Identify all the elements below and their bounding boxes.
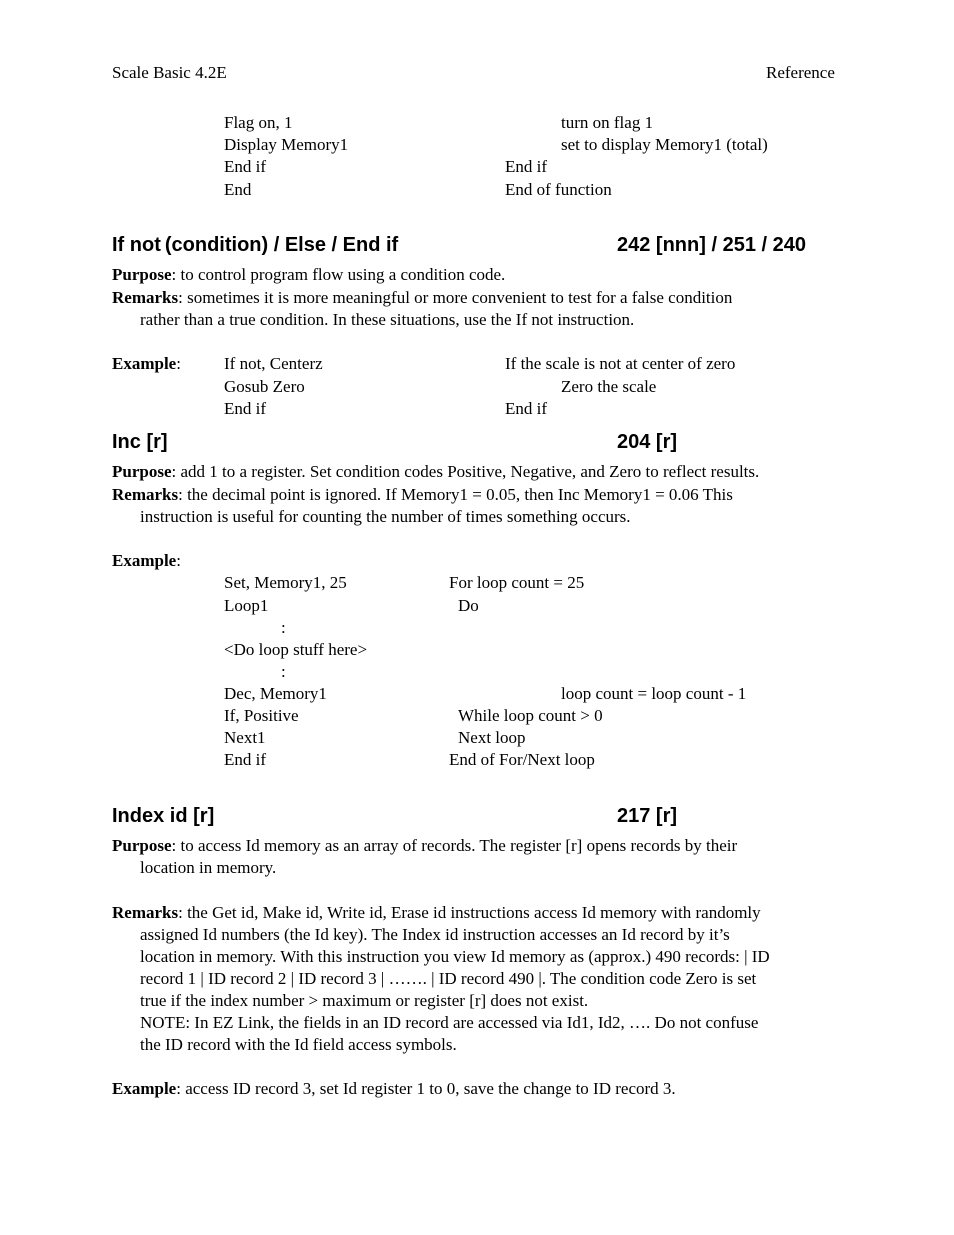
code-line: If not, Centerz: [224, 354, 323, 373]
remarks-ifnot-line2: rather than a true condition. In these situations, use the If not instruction.: [140, 310, 635, 329]
purpose-indexid-line2: location in memory.: [140, 858, 277, 877]
code-line: Gosub Zero: [224, 377, 305, 396]
code-line: End if: [224, 750, 267, 769]
code-line: End if: [224, 399, 267, 418]
remarks-inc: Remarks: the decimal point is ignored. If Memory1 = 0.05, then Inc Memory1 = 0.06 This: [112, 485, 733, 504]
example-label-ifnot: Example:: [112, 354, 181, 373]
opcode-inc: 204 [r]: [617, 431, 678, 453]
remarks-indexid: Remarks: the Get id, Make id, Write id, Erase id instructions access Id memory with randomly: [112, 903, 761, 922]
code-line: End if: [224, 157, 267, 176]
code-line: If, Positive: [224, 706, 299, 725]
code-line: :: [281, 618, 286, 637]
remarks-indexid-line: assigned Id numbers (the Id key). The Index id instruction accesses an Id record by it’s: [140, 925, 730, 944]
comment-line: set to display Memory1 (total): [561, 135, 768, 154]
code-line: End: [224, 180, 252, 199]
example-indexid: Example: access ID record 3, set Id register 1 to 0, save the change to ID record 3.: [112, 1079, 676, 1098]
opcode-indexid: 217 [r]: [617, 805, 678, 827]
remarks-indexid-note: NOTE: In EZ Link, the fields in an ID record are accessed via Id1, Id2, …. Do not confuse: [140, 1013, 759, 1032]
header-right: Reference: [766, 63, 835, 82]
remarks-indexid-line: the ID record with the Id field access symbols.: [140, 1035, 457, 1054]
purpose-indexid: Purpose: to access Id memory as an array of records. The register [r] opens records by their: [112, 836, 738, 855]
opcode-ifnot: 242 [nnn] / 251 / 240: [617, 234, 806, 256]
code-line: Dec, Memory1: [224, 684, 327, 703]
section-title-indexid: Index id [r]: [112, 805, 215, 827]
comment-line: Zero the scale: [561, 377, 657, 396]
remarks-indexid-line: record 1 | ID record 2 | ID record 3 | ……. | ID record 490 |. The condition code Zero is set: [140, 969, 757, 988]
code-line: :: [281, 662, 286, 681]
section-title-inc: Inc [r]: [112, 431, 168, 453]
section-title-ifnot: If not (condition) / Else / End if: [112, 234, 399, 256]
code-line: Display Memory1: [224, 135, 349, 154]
comment-line: End if: [505, 157, 548, 176]
comment-line: If the scale is not at center of zero: [505, 354, 736, 373]
comment-line: End if: [505, 399, 548, 418]
purpose-inc: Purpose: add 1 to a register. Set condition codes Positive, Negative, and Zero to reflect results.: [112, 462, 760, 481]
example-label-inc: Example:: [112, 551, 181, 570]
comment-line: End of For/Next loop: [449, 750, 595, 769]
code-line: Next1: [224, 728, 266, 747]
comment-line: End of function: [505, 180, 612, 199]
comment-line: Do: [458, 596, 479, 615]
header-left: Scale Basic 4.2E: [112, 63, 227, 82]
comment-line: For loop count = 25: [449, 573, 585, 592]
code-line: Flag on, 1: [224, 113, 293, 132]
remarks-ifnot: Remarks: sometimes it is more meaningful or more convenient to test for a false condition: [112, 288, 733, 307]
remarks-indexid-line: location in memory. With this instruction you view Id memory as (approx.) 490 records: | ID: [140, 947, 770, 966]
code-line: Loop1: [224, 596, 269, 615]
code-line: Set, Memory1, 25: [224, 573, 347, 592]
comment-line: turn on flag 1: [561, 113, 654, 132]
comment-line: loop count = loop count - 1: [561, 684, 747, 703]
remarks-inc-line2: instruction is useful for counting the number of times something occurs.: [140, 507, 631, 526]
purpose-ifnot: Purpose: to control program flow using a condition code.: [112, 265, 506, 284]
comment-line: Next loop: [458, 728, 526, 747]
comment-line: While loop count > 0: [458, 706, 603, 725]
code-line: <Do loop stuff here>: [224, 640, 368, 659]
remarks-indexid-line: true if the index number > maximum or register [r] does not exist.: [140, 991, 589, 1010]
